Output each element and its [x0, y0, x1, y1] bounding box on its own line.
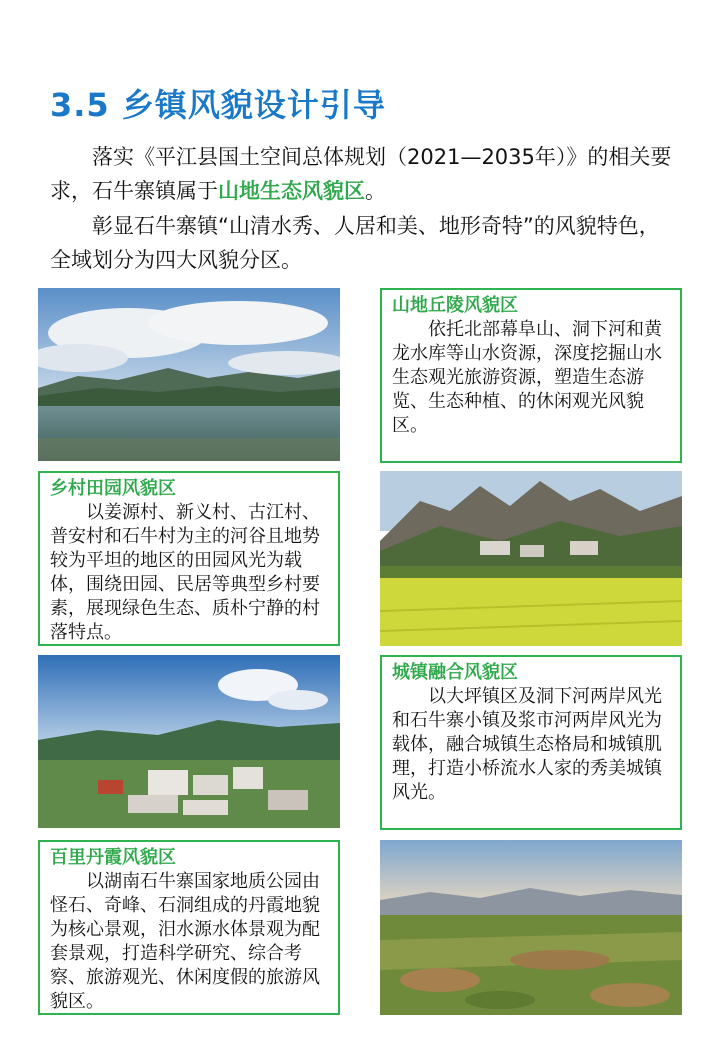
- zone-description: 依托北部幕阜山、洞下河和黄龙水库等山水资源，深度挖掘山水生态观光旅游资源，塑造生态游览、生态种植、的休闲观光风貌区。: [392, 319, 662, 436]
- zone-description: 以湖南石牛寨国家地质公园由怪石、奇峰、石洞组成的丹霞地貌为核心景观，汨水源水体景观为配套景观，打造科学研究、综合考察、旅游观光、休闲度假的旅游风貌区。: [50, 871, 320, 1012]
- zone-description: 以大坪镇区及洞下河两岸风光和石牛寨小镇及浆市河两岸风光为载体，融合城镇生态格局和城镇肌理，打造小桥流水人家的秀美城镇风光。: [392, 686, 662, 803]
- highlight-zone-name: 山地生态风貌区: [218, 179, 365, 203]
- intro-paragraph-1: 落实《平江县国土空间总体规划（2021—2035年）》的相关要求，石牛寨镇属于山地生态风貌区。: [50, 145, 672, 203]
- zone-card-danxia: [38, 840, 340, 1015]
- zone-title: 乡村田园风貌区: [50, 478, 176, 499]
- zone-title: 城镇融合风貌区: [392, 662, 518, 683]
- intro-paragraph-2: 彰显石牛寨镇“山清水秀、人居和美、地形奇特”的风貌特色，全域划分为四大风貌分区。: [50, 214, 660, 272]
- zone-description: 以姜源村、新义村、古江村、普安村和石牛村为主的河谷且地势较为平坦的地区的田园风光为载体，围绕田园、民居等典型乡村要素，展现绿色生态、质朴宁静的村落特点。: [50, 502, 320, 643]
- rapeseed-field-photo: [380, 471, 682, 646]
- town-aerial-photo: [38, 655, 340, 828]
- danxia-landscape-photo: [380, 840, 682, 1015]
- zone-title: 百里丹霞风貌区: [50, 847, 176, 868]
- lake-mountain-photo: [38, 288, 340, 461]
- zone-card-town: [380, 655, 682, 830]
- zone-card-mountain: [380, 288, 682, 463]
- section-heading: 3.5 乡镇风貌设计引导: [50, 86, 386, 124]
- zone-card-rural: [38, 471, 340, 646]
- zone-title: 山地丘陵风貌区: [392, 295, 518, 316]
